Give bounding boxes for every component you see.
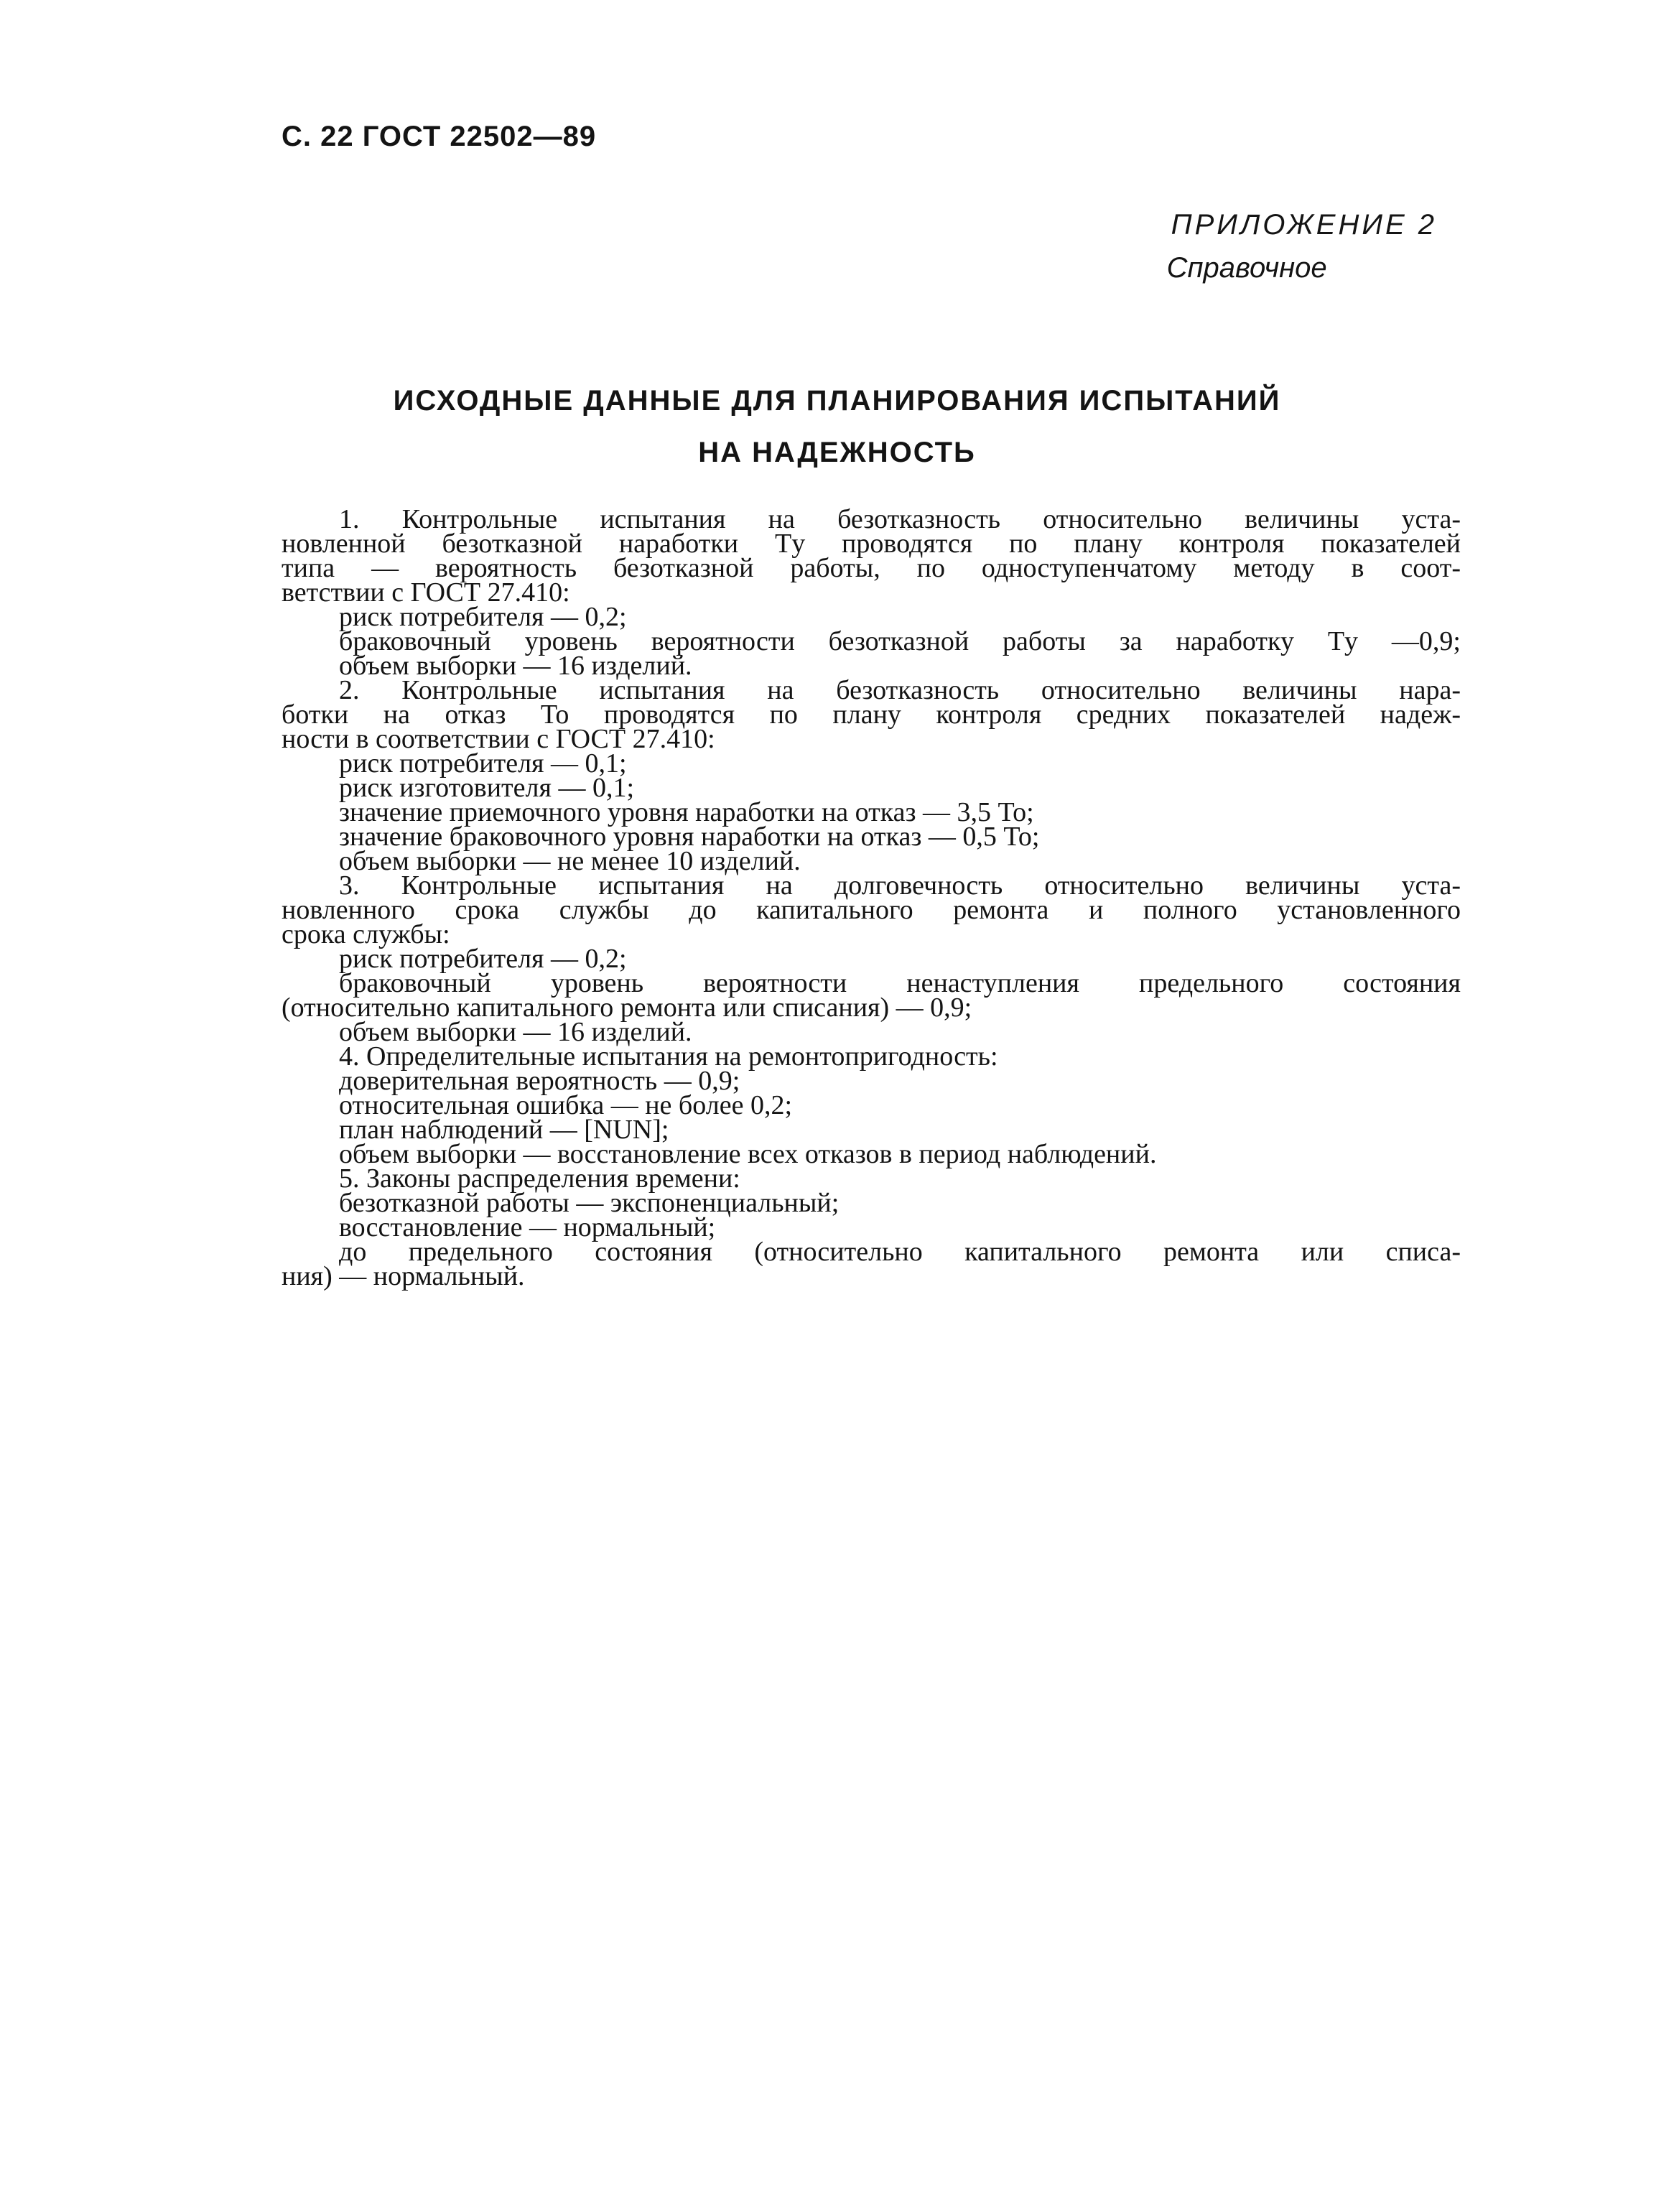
text-line: 5. Законы распределения времени: [339, 1163, 740, 1194]
text-line: план наблюдений — [NUN]; [339, 1115, 669, 1145]
text-line: относительная ошибка — не более 0,2; [339, 1090, 793, 1120]
text-line: объем выборки — не менее 10 изделий. [339, 846, 801, 876]
text-line: риск потребителя — 0,2; [339, 944, 627, 974]
text-line: (относительно капитального ремонта или списания) — 0,9; [282, 993, 972, 1023]
text-line: риск изготовителя — 0,1; [339, 773, 635, 803]
text-line: типа — вероятность безотказной работы, по одноступенчатому методу в соот- [282, 553, 1461, 583]
text-line: объем выборки — 16 изделий. [339, 651, 692, 681]
text-line: 1. Контрольные испытания на безотказность относительно величины уста- [339, 504, 1461, 534]
text-line: безотказной работы — экспоненциальный; [339, 1188, 840, 1218]
appendix-kind: Справочное [1166, 252, 1327, 284]
title-line-2: НА НАДЕЖНОСТЬ [698, 437, 976, 468]
text-line: 4. Определительные испытания на ремонтопригодность: [339, 1041, 998, 1072]
text-line: риск потребителя — 0,2; [339, 602, 627, 632]
title-line-1: ИСХОДНЫЕ ДАННЫЕ ДЛЯ ПЛАНИРОВАНИЯ ИСПЫТАНИЙ [393, 385, 1281, 417]
text-line: объем выборки — восстановление всех отказов в период наблюдений. [339, 1139, 1157, 1169]
text-line: ботки на отказ To проводятся по плану контроля средних показателей надеж- [282, 700, 1461, 730]
text-line: объем выборки — 16 изделий. [339, 1017, 692, 1047]
page-header: С. 22 ГОСТ 22502—89 [282, 121, 597, 152]
text-line: 3. Контрольные испытания на долговечность относительно величины уста- [339, 870, 1461, 901]
text-line: браковочный уровень вероятности безотказной работы за наработку Tу —0,9; [339, 626, 1461, 656]
text-line: ния) — нормальный. [282, 1261, 525, 1291]
text-line: ности в соответствии с ГОСТ 27.410: [282, 724, 715, 754]
body-text [282, 504, 1461, 1291]
text-line: новленной безотказной наработки Tу проводятся по плану контроля показателей [282, 529, 1461, 559]
text-line: новленного срока службы до капитального ремонта и полного установленного [282, 895, 1461, 925]
text-line: ветствии с ГОСТ 27.410: [282, 577, 570, 608]
appendix-block [1166, 203, 1437, 289]
text-line: значение приемочного уровня наработки на отказ — 3,5 To; [339, 797, 1034, 827]
text-line: восстановление — нормальный; [339, 1212, 716, 1242]
text-line: браковочный уровень вероятности ненаступления предельного состояния [339, 968, 1461, 998]
text-line: срока службы: [282, 919, 450, 949]
document-title [0, 375, 1674, 478]
text-line: 2. Контрольные испытания на безотказность относительно величины нара- [339, 675, 1461, 705]
text-line: риск потребителя — 0,1; [339, 748, 627, 779]
text-line: доверительная вероятность — 0,9; [339, 1066, 740, 1096]
text-line: значение браковочного уровня наработки на отказ — 0,5 To; [339, 822, 1040, 852]
appendix-label: ПРИЛОЖЕНИЕ 2 [1171, 209, 1437, 241]
text-line: до предельного состояния (относительно капитального ремонта или списа- [339, 1237, 1461, 1267]
